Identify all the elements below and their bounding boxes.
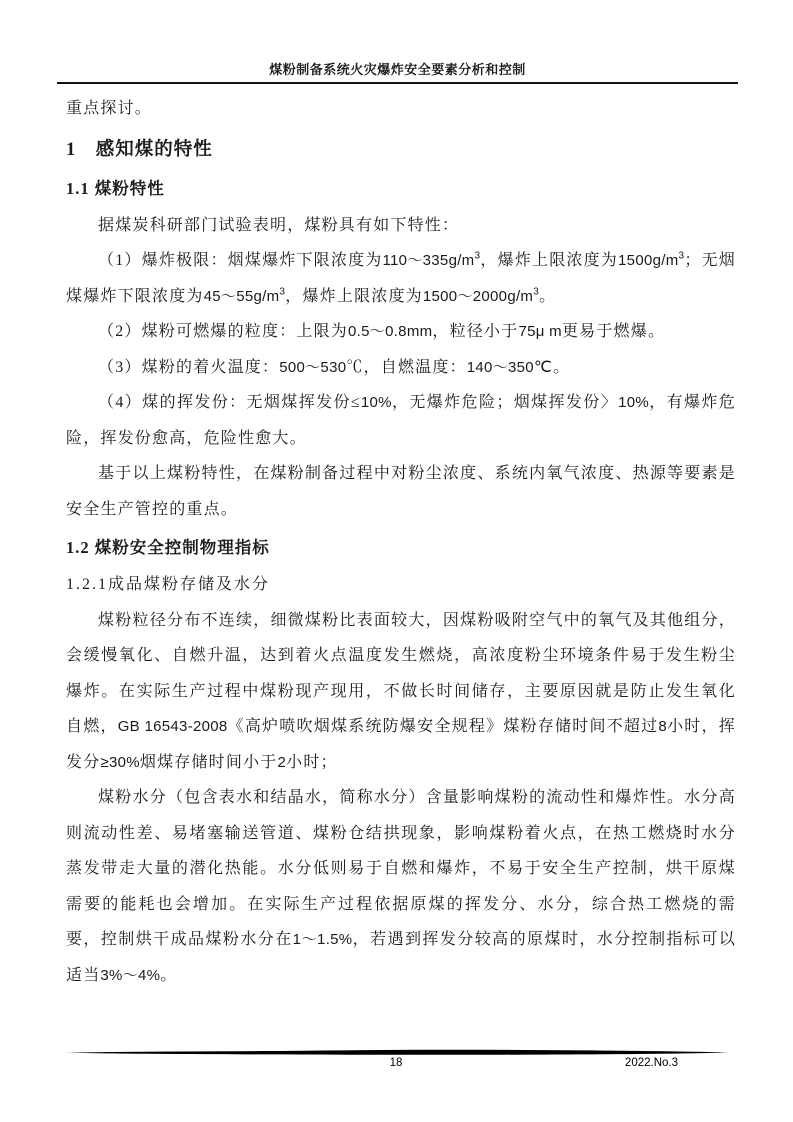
section-1-2-1-heading: 1.2.1成品煤粉存储及水分 — [66, 576, 271, 593]
section-1-1-heading: 1.1 煤粉特性 — [66, 178, 165, 198]
page-number: 18 — [389, 1057, 403, 1069]
footer-rule — [64, 1048, 728, 1057]
continuation-paragraph: 重点探讨。 — [66, 100, 153, 117]
section-1-2-heading: 1.2 煤粉安全控制物理指标 — [66, 538, 270, 557]
running-title: 煤粉制备系统火灾爆炸安全要素分析和控制 — [269, 62, 526, 77]
list-item-ignition-temperature: （3）煤粉的着火温度：500～530℃，自燃温度：140～350℃。 — [98, 358, 571, 376]
paragraph-powder-storage: 煤粉粒径分布不连续，细微煤粉比表面较大，因煤粉吸附空气中的氧气及其他组分，会缓慢氧化、自燃升温，达到着火点温度发生燃烧，高浓度粉尘环境条件易于发生粉尘爆炸。在实际生产过程中煤粉现产现用，不做长时间储存，主要原因就是防止发生氧化自燃，GB 16543-2008《高炉喷吹烟煤系统防爆安全规程》煤粉存储时间不超过8小时，挥发分≥30%烟煤存储时间小于2小时； — [66, 611, 736, 771]
page-header — [57, 62, 738, 84]
page-footer — [64, 1057, 728, 1073]
list-item-volatile-content: （4）煤的挥发份：无烟煤挥发份≤10%，无爆炸危险；烟煤挥发份〉10%，有爆炸危险，挥发份愈高，危险性愈大。 — [66, 394, 736, 447]
paragraph-safety-summary: 基于以上煤粉特性，在煤粉制备过程中对粉尘浓度、系统内氧气浓度、热源等要素是安全生产管控的重点。 — [66, 465, 736, 518]
header-rule — [57, 82, 738, 84]
issue-number: 2022.No.3 — [624, 1057, 678, 1069]
section-1-heading: 1 感知煤的特性 — [66, 139, 213, 160]
list-item-explosion-limit: （1）爆炸极限：烟煤爆炸下限浓度为$110\sim 335g/m^3$，爆炸上限浓度为$1500g/m^3$；无烟煤爆炸下限浓度为$45\sim 55g/m^3$，爆炸上限浓度为$1500\sim 2000g/m^3$。 — [66, 250, 737, 305]
paragraph-powder-moisture: 煤粉水分（包含表水和结晶水，简称水分）含量影响煤粉的流动性和爆炸性。水分高则流动性差、易堵塞输送管道、煤粉仓结拱现象，影响煤粉着火点，在热工燃烧时水分蒸发带走大量的潜化热能。水分低则易于自燃和爆炸，不易于安全生产控制，烘干原煤需要的能耗也会增加。在实际生产过程依据原煤的挥发分、水分，综合热工燃烧的需要，控制烘干成品煤粉水分在1～1.5%，若遇到挥发分较高的原煤时，水分控制指标可以适当3%～4%。 — [66, 789, 736, 984]
list-item-particle-size: （2）煤粉可燃爆的粒度：上限为0.5～0.8mm，粒径小于75μ m更易于燃爆。 — [98, 323, 666, 340]
page-body — [66, 91, 736, 993]
paragraph-coal-properties-intro: 据煤炭科研部门试验表明，煤粉具有如下特性： — [98, 216, 460, 234]
